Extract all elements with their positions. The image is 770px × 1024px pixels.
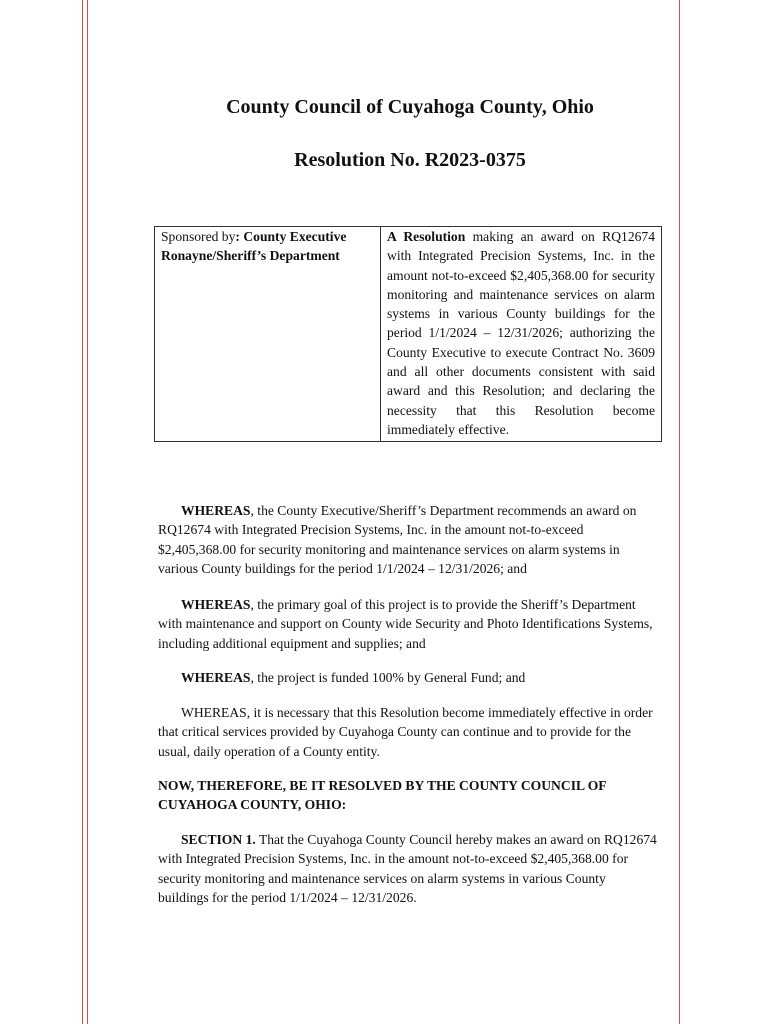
section-1-paragraph	[158, 830, 658, 907]
sponsor-name: County Executive Ronayne/Sheriff’s Department	[161, 229, 347, 264]
sponsor-table-row	[155, 227, 662, 442]
whereas-paragraph-2	[158, 595, 658, 653]
section-1-text: That the Cuyahoga County Council hereby makes an award on RQ12674 with Integrated Precision Systems, Inc. in the amount not-to-exceed $2,405,368.00 for security monitoring and maintenance services on alarm systems in various County buildings for the period 1/1/2024 – 12/31/2026.	[158, 832, 657, 905]
whereas-3-lead: WHEREAS	[181, 670, 251, 685]
resolved-clause: NOW, THEREFORE, BE IT RESOLVED BY THE COUNTY COUNCIL OF CUYAHOGA COUNTY, OHIO:	[158, 778, 607, 813]
sponsor-cell	[155, 227, 381, 442]
section-1-lead: SECTION 1.	[181, 832, 256, 847]
whereas-paragraph-3	[158, 668, 658, 687]
council-title: County Council of Cuyahoga County, Ohio	[226, 96, 594, 118]
sponsored-by-colon: :	[235, 229, 240, 244]
resolution-summary-text: making an award on RQ12674 with Integrated Precision Systems, Inc. in the amount not-to-exceed $2,405,368.00 for security monitoring and maintenance services on alarm systems in various County buildings for the period 1/1/2024 – 12/31/2026; authorizing the County Executive to execute Contract No. 3609 and all other documents consistent with said award and this Resolution; and declaring the necessity that this Resolution become immediately effective.	[387, 229, 656, 437]
sponsored-by-label: Sponsored by	[161, 229, 236, 244]
whereas-2-lead: WHEREAS	[181, 597, 251, 612]
resolution-number: Resolution No. R2023-0375	[294, 149, 526, 171]
resolution-lead: A Resolution	[387, 229, 466, 244]
whereas-1-text: , the County Executive/Sheriff’s Department recommends an award on RQ12674 with Integrated Precision Systems, Inc. in the amount not-to-exceed $2,405,368.00 for security monitoring and maintenance services on alarm systems in various County buildings for the period 1/1/2024 – 12/31/2026; and	[158, 503, 637, 576]
whereas-paragraph-4: WHEREAS, it is necessary that this Resolution become immediately effective in order that critical services provided by Cuyahoga County can continue and to provide for the usual, daily operation of a County entity.	[158, 705, 653, 759]
resolution-summary-cell	[381, 227, 662, 442]
sponsor-table	[154, 226, 662, 442]
whereas-1-lead: WHEREAS	[181, 503, 251, 518]
whereas-paragraph-1	[158, 501, 658, 578]
whereas-2-text: , the primary goal of this project is to provide the Sheriff’s Department with maintenance and support on County wide Security and Photo Identifications Systems, including additional equipment and supplies; and	[158, 597, 653, 651]
whereas-3-text: , the project is funded 100% by General Fund; and	[250, 670, 526, 685]
